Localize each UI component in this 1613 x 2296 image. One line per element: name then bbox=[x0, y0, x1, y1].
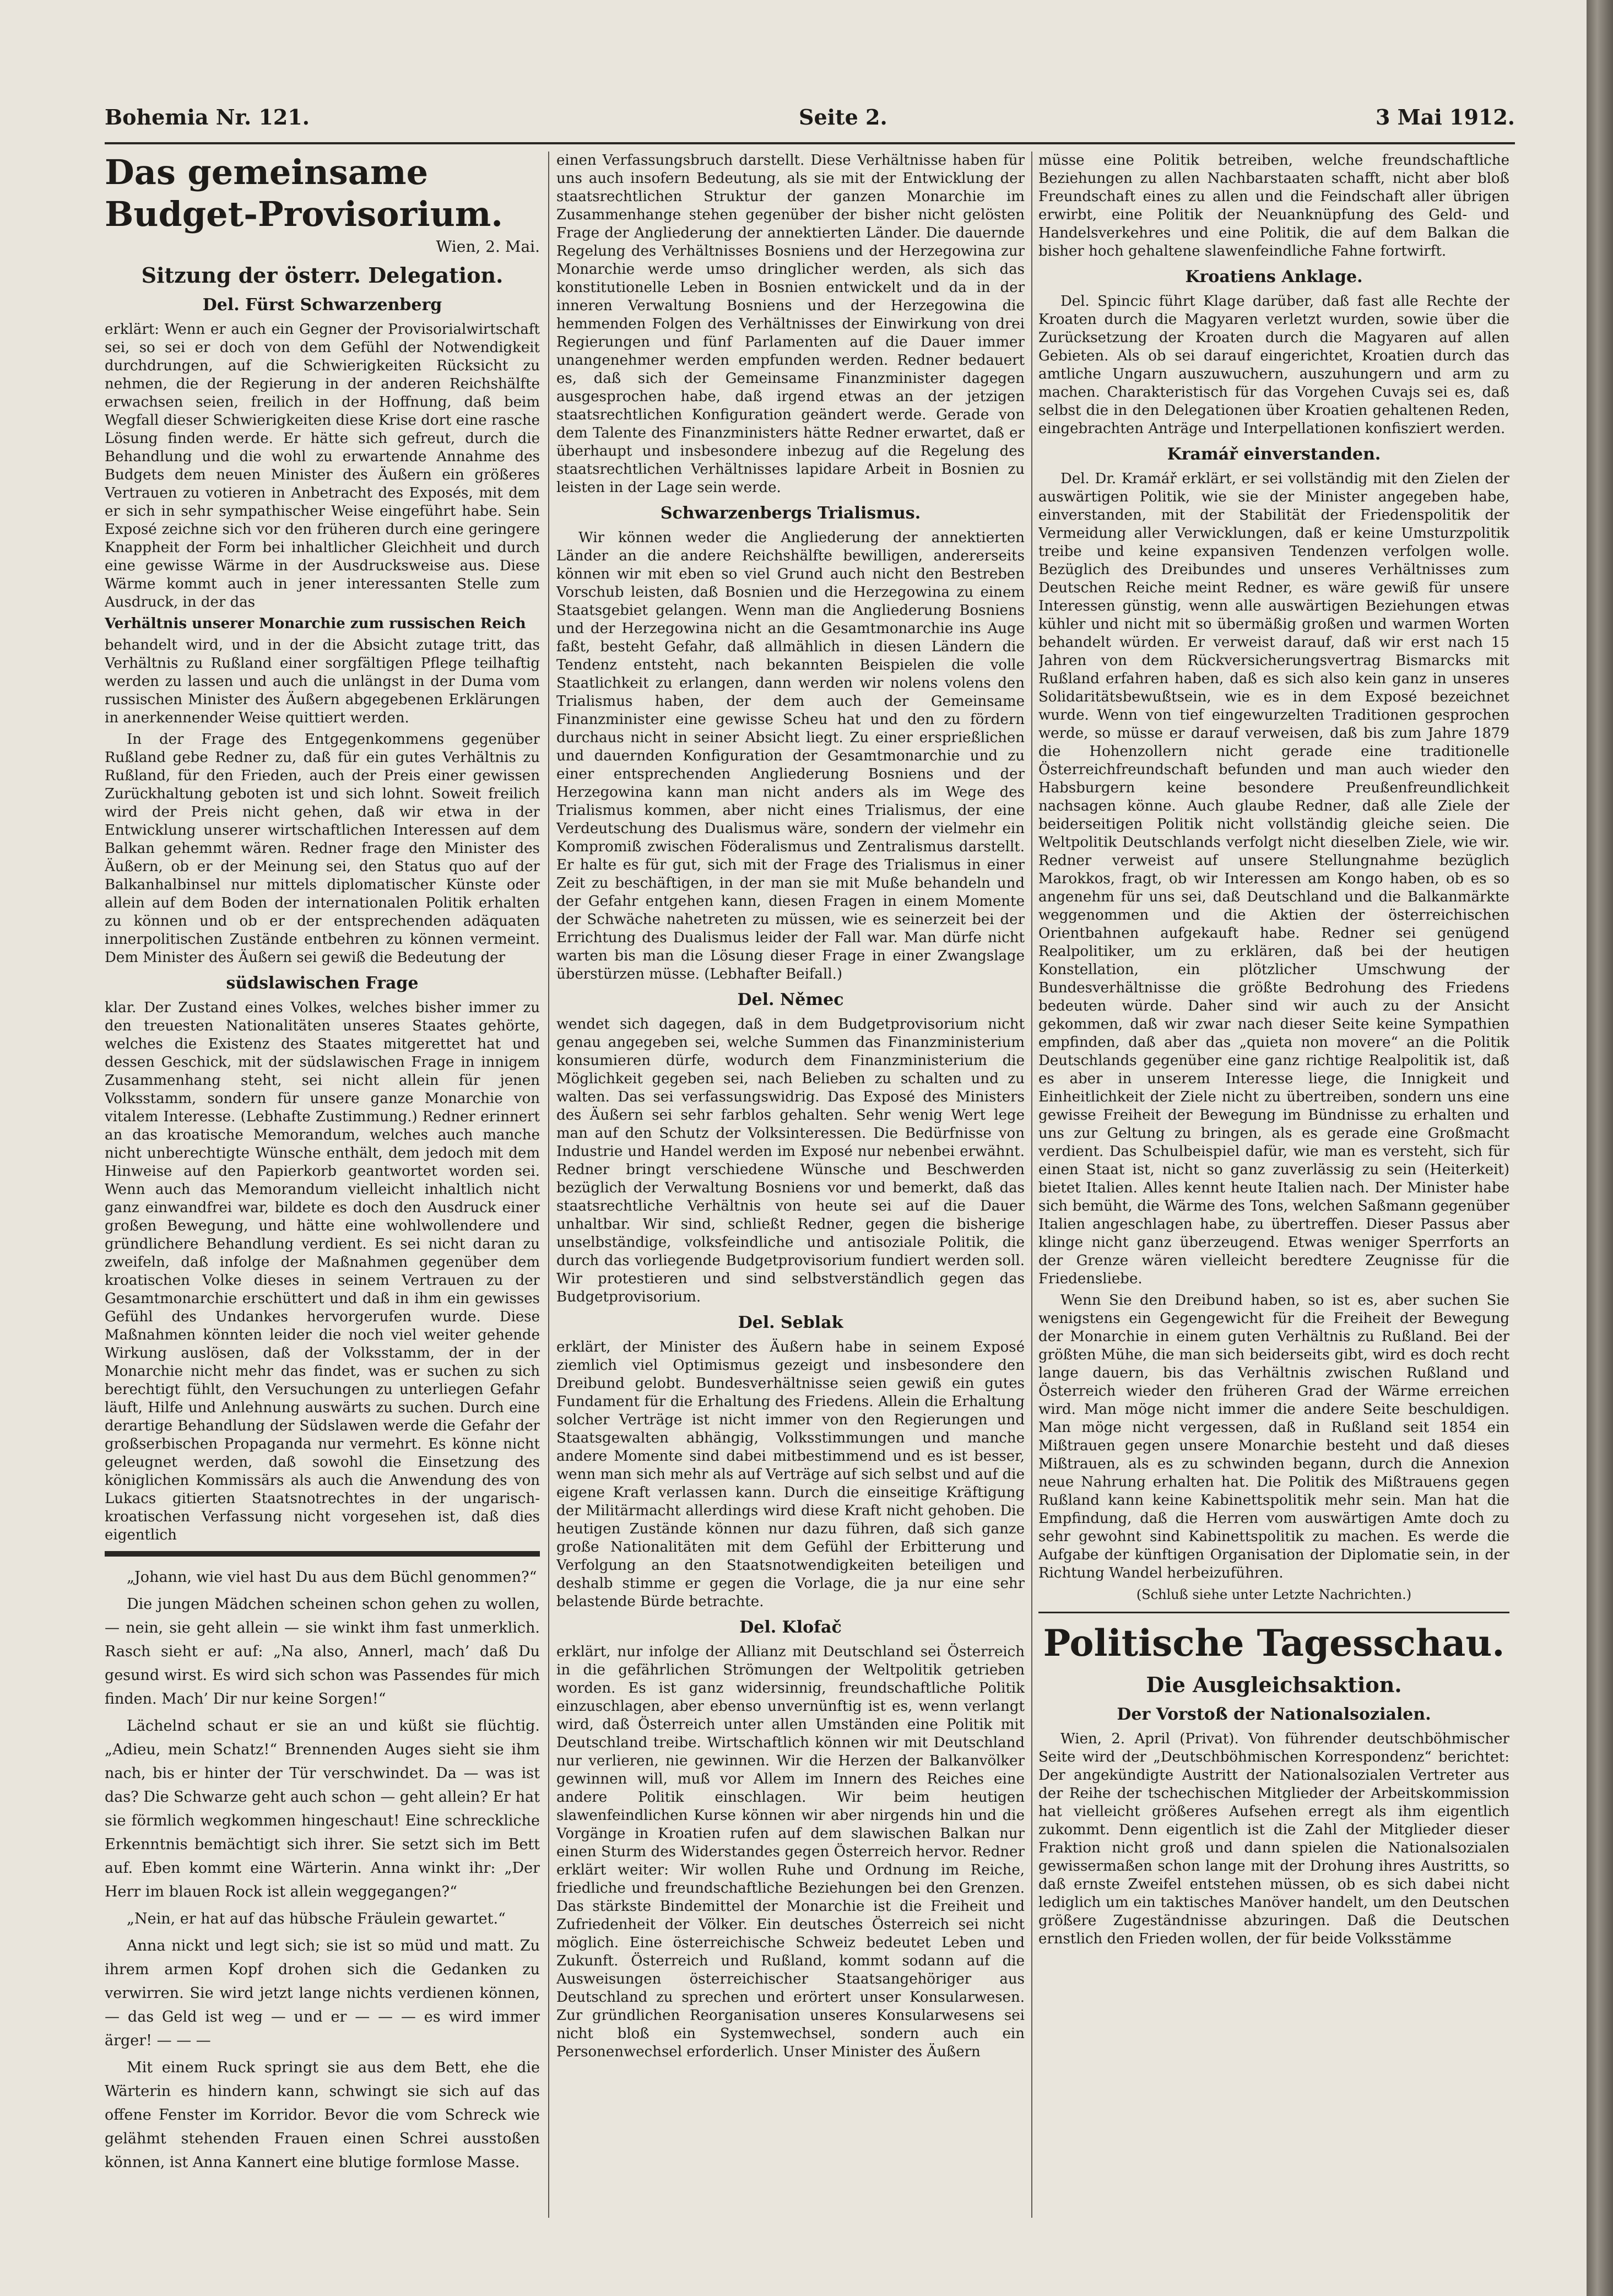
page-number: Seite 2. bbox=[799, 105, 887, 129]
inline-subheading: Schwarzenbergs Trialismus. bbox=[660, 504, 921, 523]
continuation-note: (Schluß siehe unter Letzte Nachrichten.) bbox=[1136, 1587, 1412, 1602]
section-heading: Kramář einverstanden. bbox=[1167, 445, 1381, 464]
issue-number: Bohemia Nr. 121. bbox=[105, 105, 310, 129]
inline-subheading: südslawischen Frage bbox=[226, 974, 419, 993]
paragraph: müsse eine Politik betreiben, welche freundschaftliche Beziehungen zu allen Nachbarstaaten schafft, nicht aber bloß Freundschaft eines zu allen und die Feindschaft aller übrigen erwirbt, eine Politik der Neuanknüpfung des Geld- und Handelsverkehres und eine Politik, die auf dem Balkan die bisher hoch gehaltene slawenfeindliche Fahne fortwirft. bbox=[1038, 152, 1509, 260]
article-title: Das gemeinsame Budget-Provisorium. bbox=[105, 152, 503, 234]
paragraph: Wenn Sie den Dreibund haben, so ist es, aber suchen Sie wenigstens ein Gegengewicht für die Freiheit der Bewegung der Monarchie in einem guten Verhältnis zu Rußland. Bei der größten Mühe, die man sich beiderseits gibt, wird es doch recht lange dauern, bis das Verhältnis zwischen Rußland und Österreich wieder den früheren Grad der Wärme erreichen wird. Man möge nicht immer die andere Seite beschuldigen. Man möge nicht vergessen, daß in Rußland seit 1854 ein Mißtrauen gegen unsere Monarchie besteht und daß dieses Mißtrauen, als es zu schwinden begann, durch die Annexion neue Nahrung erhalten hat. Die Politik des Mißtrauens gegen Rußland kann keine Kabinettspolitik mehr sein. Man hat die Empfindung, daß die Herren vom auswärtigen Amte doch zu sehr gewohnt sind Kabinettspolitik zu machen. Es werde die Aufgabe der künftigen Organisation der Diplomatie sein, in der Richtung Wandel herbeizuführen. bbox=[1038, 1292, 1509, 1581]
inline-subheading: Verhältnis unserer Monarchie zum russischen Reich bbox=[105, 615, 526, 632]
speaker-heading: Del. Fürst Schwarzenberg bbox=[202, 295, 442, 315]
article-title: Die Ausgleichsaktion. bbox=[1146, 1672, 1402, 1697]
column-divider bbox=[1031, 152, 1032, 2218]
paragraph: „Johann, wie viel hast Du aus dem Büchl genommen?“ bbox=[127, 1569, 537, 1586]
feuilleton bbox=[105, 1565, 540, 2174]
paragraph: einen Verfassungsbruch darstellt. Diese Verhältnisse haben für uns auch insofern Bedeutung, als sie mit der Entwicklung der staatsrechtlichen Struktur der ganzen Monarchie im Zusammenhange stehen gegenüber der bisher nicht gelösten Frage der Angliederung der annektierten Länder. Die dauernde Regelung des Verhältnisses Bosniens und der Herzegowina zur Monarchie werde umso dringlicher werden, als sich das konstitutionelle Leben in Bosnien entwickelt und da in der inneren Verwaltung Bosniens und der Herzegowina die hemmenden Folgen des Verhältnisses der Einwirkung von drei Regierungen und fünf Parlamenten auf die Dauer immer unangenehmer werden empfunden werden. Redner bedauert es, daß sich der Gemeinsame Finanzminister dagegen ausgesprochen habe, daß irgend etwas an der jetzigen staatsrechtlichen Konfiguration geändert werde. Gerade von dem Talente des Finanzministers hätte Redner erwartet, daß er überhaupt und insbesondere inbezug auf die Regelung des staatsrechtlichen Verhältnisses lapidare Arbeit in Bosnien zu leisten in der Lage sein werde. bbox=[556, 152, 1025, 496]
paragraph: wendet sich dagegen, daß in dem Budgetprovisorium nicht genau angegeben sei, welche Summen das Finanzministerium konsumieren dürfe, wodurch dem Finanzministerium die Möglichkeit gegeben sei, nach Belieben zu schalten und zu walten. Das sei verfassungswidrig. Das Exposé des Ministers des Äußern sei sehr farblos gehalten. Sehr wenig Wert lege man auf den Schutz der Volksinteressen. Die Bedürfnisse von Industrie und Handel werden im Exposé nur nebenbei erwähnt. Redner bringt verschiedene Wünsche und Beschwerden bezüglich der Verwaltung Bosniens vor und bemerkt, daß das staatsrechtliche Verhältnis von heute sei auf die Dauer unhaltbar. Wir sind, schließt Redner, gegen die bisherige unselbständige, volksfeindliche und antisoziale Politik, die durch das vorliegende Budgetprovisorium fundiert werden soll. Wir protestieren und sind selbstverständlich gegen das Budgetprovisorium. bbox=[556, 1016, 1025, 1305]
issue-date: 3 Mai 1912. bbox=[1375, 105, 1515, 129]
speaker-heading: Del. Seblak bbox=[738, 1313, 843, 1332]
paragraph: Del. Spincic führt Klage darüber, daß fast alle Rechte der Kroaten durch die Magyaren verletzt wurden, sowie über die Zurücksetzung der Kroaten durch die Magyaren auf allen Gebieten. Als ob sei darauf eingerichtet, Kroatien durch das amtliche Ungarn auszuwuchern, auszuhungern und arm zu machen. Charakteristisch für das Vorgehen Cuvajs sei es, daß selbst die in den Delegationen über Kroatien gehaltenen Reden, eingebrachten Anträge und Interpellationen konfisziert werden. bbox=[1038, 293, 1509, 437]
section-rule bbox=[1038, 1612, 1509, 1613]
paragraph: In der Frage des Entgegenkommens gegenüber Rußland gebe Redner zu, daß für ein gutes Verhältnis zu Rußland, für den Frieden, auch der Preis einer gewissen Zurückhaltung geboten ist und sich lohnt. Soweit freilich wird der Preis nicht gehen, daß wir etwa in der Entwicklung unserer wirtschaftlichen Interessen auf dem Balkan gehemmt wären. Redner frage den Minister des Äußern, ob er der Meinung sei, den Status quo auf der Balkanhalbinsel nur mittels diplomatischer Künste oder allein auf dem Boden der internationalen Politik erhalten zu können und ob er der entsprechenden adäquaten innerpolitischen Zustände entbehren zu können vermeint. Dem Minister des Äußern sei gewiß die Bedeutung der bbox=[105, 731, 540, 966]
column-divider bbox=[548, 152, 549, 2218]
speaker-heading: Del. Klofač bbox=[739, 1618, 842, 1637]
paragraph: Wir können weder die Angliederung der annektierten Länder an die andere Reichshälfte bewilligen, andererseits können wir mit eben so viel Grund auch nicht den Bestreben Vorschub leisten, daß Bosnien und die Herzegowina zu einem Staatsgebiet gelangen. Wenn man die Angliederung Bosniens und der Herzegowina nicht an die Gesamtmonarchie ins Auge faßt, besteht Gefahr, daß allmählich in diesen Ländern die Tendenz entsteht, nach bekannten Beispielen die volle Staatlichkeit zu erlangen, dann werden wir nolens volens den Trialismus haben, der dem auch der Gemeinsame Finanzminister eine gewisse Scheu hat und den zu fördern durchaus nicht in seiner Absicht liegt. Zu einer ersprießlichen und dauernden Konfiguration der Gesamtmonarchie und zu einer entsprechenden Angliederung Bosniens und der Herzegowina kann man nicht anders als im Wege des Trialismus kommen, aber nicht eines Trialismus, der eine Verdeutschung des Dualismus wäre, sondern der vielmehr ein Kompromiß zwischen Föderalismus und Zentralismus darstellt. Er halte es für gut, sich mit der Frage des Trialismus in einer Zeit zu beschäftigen, in der man sie mit Muße behandeln und der Gefahr entgehen kann, diesen Fragen in einem Momente der Schwäche nahetreten zu müssen, wie es seinerzeit bei der Errichtung des Dualismus leider der Fall war. Man dürfe nicht warten bis man die Lösung dieser Frage in einer Zwangslage überstürzen müsse. (Lebhafter Beifall.) bbox=[556, 530, 1025, 982]
paragraph: Anna nickt und legt sich; sie ist so müd und matt. Zu ihrem armen Kopf drohen sich die Gedanken zu verwirren. Sie wird jetzt lange nichts verdienen können, — das Geld ist weg — und er — — — es wird immer ärger! — — — bbox=[105, 1937, 540, 2049]
header-rule bbox=[105, 142, 1515, 144]
article-subtitle: Sitzung der österr. Delegation. bbox=[141, 263, 504, 288]
paragraph: Lächelnd schaut er sie an und küßt sie flüchtig. „Adieu, mein Schatz!“ Brennenden Auges sieht sie ihm nach, bis er hinter der Tür verschwindet. Da — was ist das? Die Schwarze geht auch schon — geht allein? Er hat sie förmlich wegkommen hingeschaut! Eine schreckliche Erkenntnis bemächtigt sich ihrer. Sie setzt sich im Bett auf. Eben kommt eine Wärterin. Anna winkt ihr: „Der Herr im blauen Rock ist allein weggegangen?“ bbox=[105, 1717, 540, 1900]
paragraph: erklärt: Wenn er auch ein Gegner der Provisorialwirtschaft sei, so sei er doch von dem Gefühl der Notwendigkeit durchdrungen, auf die Schwierigkeiten Rücksicht zu nehmen, die der Regierung in der anderen Reichshälfte erwachsen seien, freilich in der Hoffnung, daß beim Wegfall dieser Schwierigkeiten diese Krise dort eine rasche Lösung finden werde. Er hätte sich gefreut, durch die Behandlung und die wohl zu erwartende Annahme des Budgets dem neuen Minister des Äußern ein größeres Vertrauen zu votieren in Anbetracht des Exposés, mit dem er sich in sehr sympathischer Weise eingeführt habe. Sein Exposé zeichne sich vor den früheren durch eine geringere Knappheit der Form bei inhaltlicher Gleichheit und durch eine gewisse Wärme in der Ausdrucksweise aus. Diese Wärme kommt auch in jener interessanten Stelle zum Ausdruck, in der das bbox=[105, 321, 540, 611]
section-heading: Kroatiens Anklage. bbox=[1185, 267, 1363, 287]
scan-edge bbox=[1587, 0, 1613, 2296]
paragraph: Wien, 2. April (Privat). Von führender deutschböhmischer Seite wird der „Deutschböhmischen Korrespondenz“ berichtet: Der angekündigte Austritt der Nationalsozialen Vertreter aus der Reihe der tschechischen Mitglieder der Arbeitskommission hat vielleicht größeres Aufsehen erregt als ihm eigentlich zukommt. Denn eigentlich ist die Zahl der Mitglieder dieser Fraktion nicht groß und dann spielen die Nationalsozialen gewissermaßen schon lange mit der Drohung ihres Austritts, so daß ernste Zweifel entstehen müssen, ob es sich dabei nicht lediglich um ein taktisches Manöver handelt, um den Deutschen größere Zugeständnisse abzuringen. Daß die Deutschen ernstlich den Frieden wollen, der für beide Volksstämme bbox=[1038, 1731, 1509, 1947]
speaker-heading: Del. Němec bbox=[737, 990, 844, 1009]
paragraph: Die jungen Mädchen scheinen schon gehen zu wollen, — nein, sie geht allein — sie winkt ihm fast unmerklich. Rasch sieht er auf: „Na also, Annerl, mach’ daß Du gesund wirst. Es wird sich schon was Passendes für mich finden. Mach’ Dir nur keine Sorgen!“ bbox=[105, 1596, 540, 1708]
column-3 bbox=[1038, 152, 1509, 2218]
paragraph: klar. Der Zustand eines Volkes, welches bisher immer zu den treuesten Nationalitäten unseres Staates gehörte, welches die Existenz des Staates mitgerettet hat und dessen Geschick, mit der südslawischen Frage in innigem Zusammenhang steht, sei nicht allein für jenen Volksstamm, sondern für unsere ganze Monarchie von vitalem Interesse. (Lebhafte Zustimmung.) Redner erinnert an das kroatische Memorandum, welches auch manche nicht unberechtigte Wünsche enthält, dem jedoch mit dem Hinweise auf den Papierkorb geantwortet worden sei. Wenn auch das Memorandum vielleicht inhaltlich nicht ganz einwandfrei war, bildete es doch den Ausdruck einer großen Bewegung, und hätte eine wohlwollendere und gründlichere Behandlung verdient. Es sei nicht daran zu zweifeln, daß infolge der Maßnahmen gegenüber dem kroatischen Volke dieses in seinem Vertrauen zu der Gesamtmonarchie erschüttert und daß in ihm ein gewisses Gefühl des Undankes hervorgerufen wurde. Diese Maßnahmen könnten leider die noch viel weiter gehende Wirkung auslösen, daß der Volksstamm, der in der Monarchie nicht mehr das findet, was er suchen zu sich berechtigt fühlt, den Versuchungen zu unterliegen Gefahr läuft, Hilfe und Anlehnung auswärts zu suchen. Durch eine derartige Behandlung der Südslawen werde die Gefahr der großserbischen Propaganda nur vermehrt. Es könne nicht geleugnet werden, daß sowohl die Einsetzung des königlichen Kommissärs als auch die Anwendung des von Lukacs gitierten Staatsnotrechtes in der ungarisch-kroatischen Verfassung nicht vorgesehen ist, daß dies eigentlich bbox=[105, 1000, 540, 1543]
paragraph: Mit einem Ruck springt sie aus dem Bett, ehe die Wärterin es hindern kann, schwingt sie sich auf das offene Fenster im Korridor. Bevor die vom Schreck wie gelähmt stehenden Frauen einen Schrei ausstoßen können, ist Anna Kannert eine blutige formlose Masse. bbox=[105, 2059, 540, 2171]
column-1 bbox=[105, 152, 540, 2218]
feuilleton-rule bbox=[105, 1551, 540, 1557]
page-header bbox=[105, 105, 1515, 138]
dateline: Wien, 2. Mai. bbox=[436, 237, 540, 256]
paragraph: „Nein, er hat auf das hübsche Fräulein gewartet.“ bbox=[127, 1910, 506, 1927]
paragraph: behandelt wird, und in der die Absicht zutage tritt, das Verhältnis zu Rußland einer sorgfältigen Pflege teilhaftig werden zu lassen und auch die unlängst in der Duma vom russischen Minister des Äußern abgegebenen Erklärungen in anerkennender Weise quittiert werden. bbox=[105, 637, 540, 726]
section-title: Politische Tagesschau. bbox=[1043, 1622, 1505, 1665]
article-subtitle: Der Vorstoß der Nationalsozialen. bbox=[1117, 1705, 1431, 1724]
paragraph: erklärt, nur infolge der Allianz mit Deutschland sei Österreich in die gefährlichen Strömungen der Weltpolitik getrieben worden. Es ist ganz widersinnig, freundschaftliche Politik einzuschlagen, aber ebenso unvernünftig ist es, wenn verlangt wird, daß Österreich unter allen Umständen eine Politik mit Deutschland treibe. Wirtschaftlich können wir mit Deutschland nur verlieren, nie gewinnen. Wir die Herzen der Balkanvölker gewinnen will, muß vor Allem im Innern des Reiches eine andere Politik einschlagen. Wir beim heutigen slawenfeindlichen Kurse können wir aber nirgends hin und die Vorgänge in Kroatien rufen auf dem slawischen Balkan nur einen Sturm des Widerstandes gegen Österreich hervor. Redner erklärt weiter: Wir wollen Ruhe und Ordnung im Reiche, friedliche und freundschaftliche Beziehungen bei den Grenzen. Das stärkste Bindemittel der Monarchie ist die Freiheit und Zufriedenheit der Völker. Ein deutsches Österreich sei nicht möglich. Eine österreichische Schweiz bedeutet Leben und Zukunft. Österreich und Rußland, kommt sodann auf die Ausweisungen österreichischer Staatsangehöriger aus Deutschland zu sprechen und erörtert unser Konsularwesen. Zur gründlichen Reorganisation unseres Konsularwesens sei nicht bloß ein Systemwechsel, sondern auch ein Personenwechsel erforderlich. Unser Minister des Äußern bbox=[556, 1644, 1025, 2060]
column-2 bbox=[556, 152, 1025, 2218]
paragraph: erklärt, der Minister des Äußern habe in seinem Exposé ziemlich viel Optimismus gezeigt und insbesondere den Dreibund gelobt. Bundesverhältnisse seien gewiß ein gutes Fundament für die Erhaltung des Friedens. Allein die Erhaltung solcher Verträge ist nicht immer von den Regierungen und Staatsgewalten abhängig, Volksstimmungen und manche andere Momente sind dabei mitbestimmend und es ist besser, wenn man sich mehr als auf Verträge auf sich selbst und auf die eigene Kraft verlassen kann. Durch die einseitige Kräftigung der Militärmacht allerdings wird diese Kraft nicht gehoben. Die heutigen Zustände können nur dazu führen, daß sich ganze große Nationalitäten mit dem Gefühl der Erbitterung und Verfolgung an den Staatsnotwendigkeiten beteiligen und deshalb stimme er gegen die Vorlage, die ja nur eine sehr belastende Bürde betrachte. bbox=[556, 1339, 1025, 1610]
paragraph: Del. Dr. Kramář erklärt, er sei vollständig mit den Zielen der auswärtigen Politik, wie sie der Minister angegeben habe, einverstanden, mit der Stabilität der Friedenspolitik der Vermeidung aller Verwicklungen, daß er keine Umsturzpolitik treibe und keine expansiven Tendenzen verfolgen wolle. Bezüglich des Dreibundes und unseres Verhältnisses zum Deutschen Reiche meint Redner, es wäre gewiß für unsere Interessen günstig, wenn alle auswärtigen Beziehungen etwas kühler und nicht mit so übermäßig großen und warmen Worten behandelt würden. Er verweist darauf, daß wir erst nach 15 Jahren von dem Rückversicherungsvertrag Bismarcks mit Rußland erfahren haben, daß es sich also kein ganz in unseres Solidaritätsbewußtsein, wie es in dem Exposé bezeichnet wurde. Wenn von tief eingewurzelten Traditionen gesprochen werde, so müsse er darauf verweisen, daß bis zum Jahre 1879 die Hohenzollern nicht gerade eine traditionelle Österreichfreundschaft befunden und man auch wieder den Habsburgern keine besondere Preußenfreundlichkeit nachsagen könne. Auch glaube Redner, daß alle Ziele der beiderseitigen Politik nicht vollständig gleiche seien. Die Weltpolitik Deutschlands verfolgt nicht dieselben Ziele, wie wir. Redner verweist auf unsere Stellungnahme bezüglich Marokkos, fragt, ob wir Interessen am Kongo haben, ob es so angenehm für uns sei, daß Deutschland und die Balkanmärkte weggenommen und die Aktien der österreichischen Orientbahnen aufgekauft habe. Redner sei genügend Realpolitiker, um zu erklären, daß bei der heutigen Konstellation, ein plötzlicher Umschwung der Bundesverhältnisse die größte Bedrohung des Friedens bedeuten würde. Daher sind wir auch zu der Ansicht gekommen, daß wir zwar nach dieser Seite keine Sympathien empfinden, daß aber das „quieta non movere“ an die Politik Deutschlands gegenüber eine ganz richtige Realpolitik ist, daß es aber in unserem Interesse liege, die Innigkeit und Einheitlichkeit der Ziele nicht zu übertreiben, sondern uns eine gewisse Freiheit der Bewegung im Bündnisse zu erhalten und uns zur Geltung zu bringen, als es gerade eine Großmacht verdient. Das Schulbeispiel dafür, wie man es versteht, sich für einen Staat ist, nicht so ganz zuverlässig zu sein (Heiterkeit) bietet Italien. Alles kennt heute Italien nach. Der Minister habe sich bemüht, die Wärme des Tons, welchen Saßmann gegenüber Italien angeschlagen habe, zu übertreffen. Dieser Passus aber klinge nicht ganz überzeugend. Etwas weniger Sperrforts an der Grenze wären vielleicht beredtere Zeugnisse für die Friedensliebe. bbox=[1038, 471, 1509, 1287]
